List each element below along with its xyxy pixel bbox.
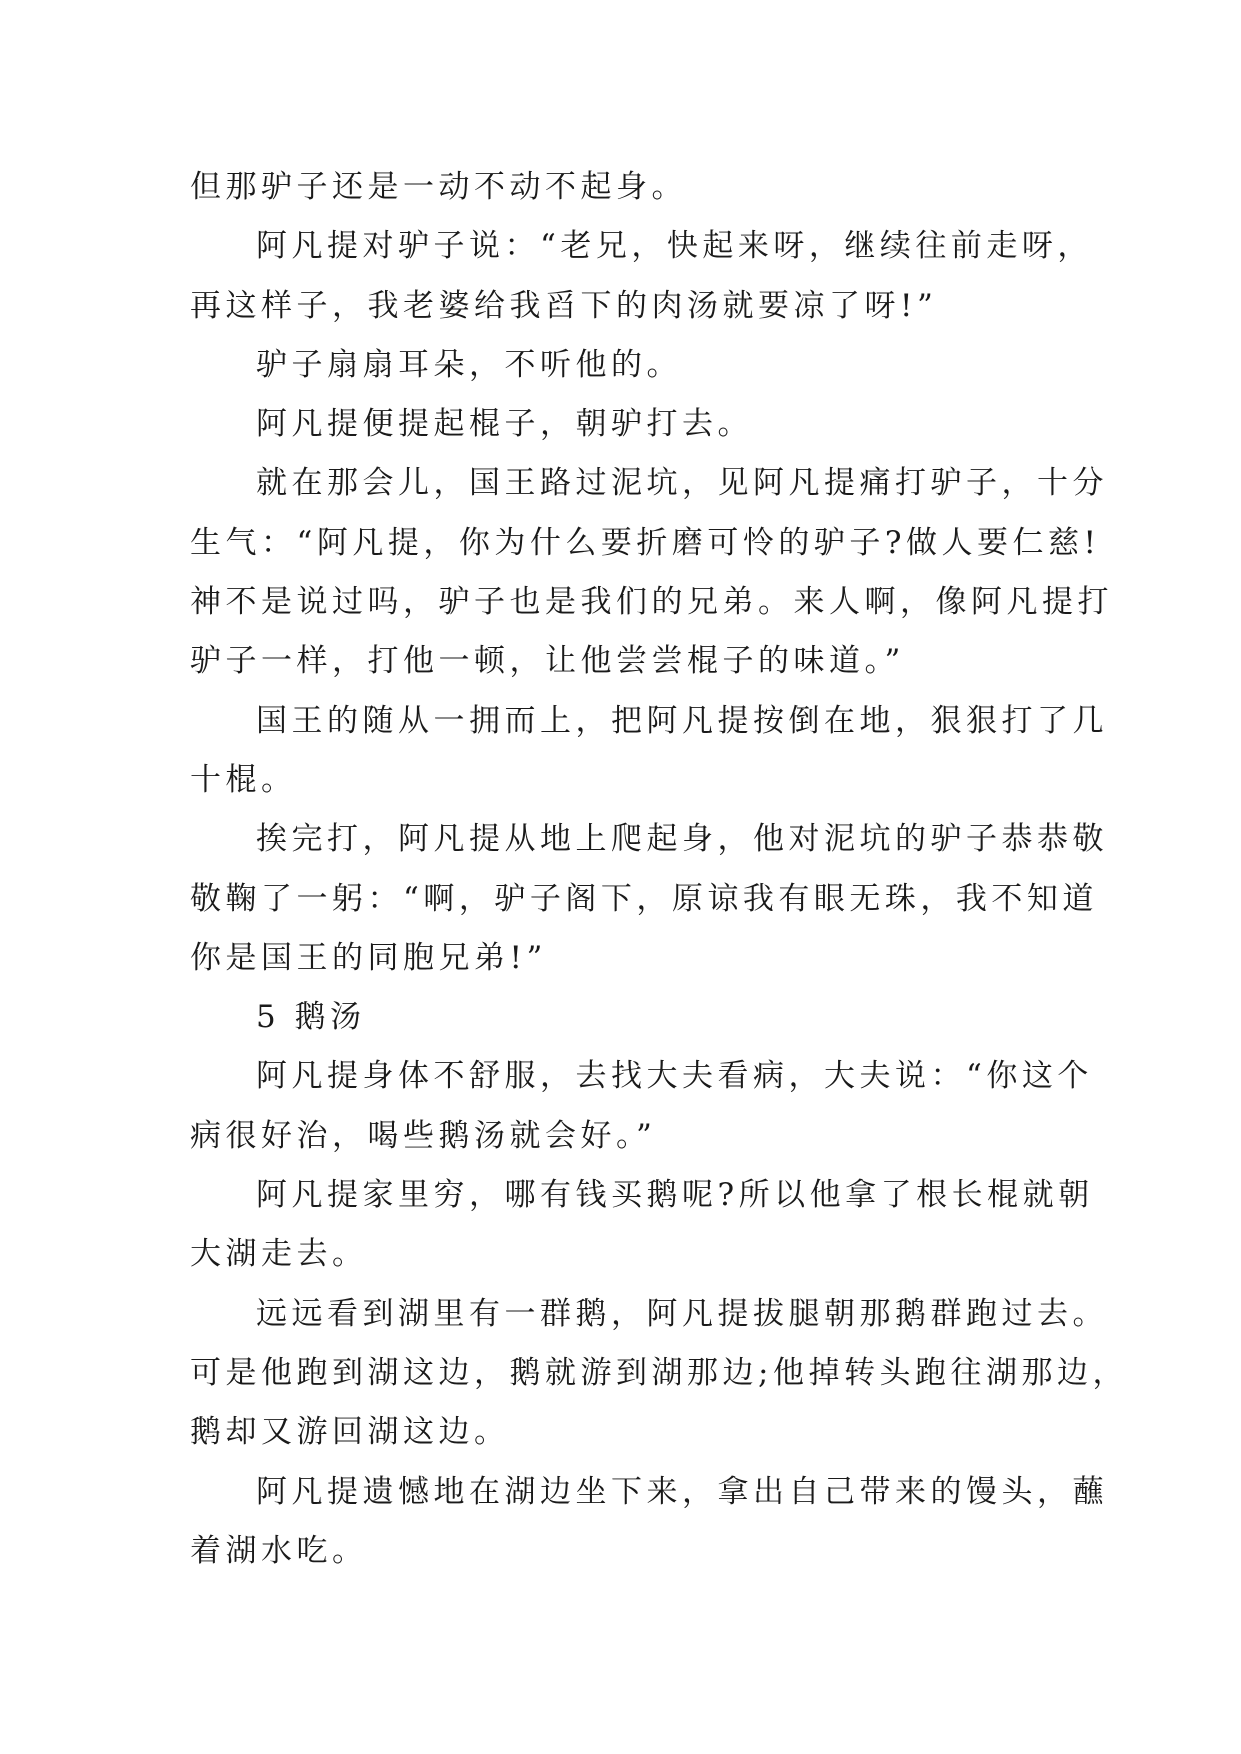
text-line: 阿凡提便提起棍子，朝驴打去。	[256, 406, 753, 443]
text-line: 着湖水吃。	[190, 1532, 368, 1569]
text-line: 你是国王的同胞兄弟!”	[190, 939, 547, 976]
text-line: 国王的随从一拥而上，把阿凡提按倒在地，狠狠打了几	[256, 702, 1108, 739]
text-line: 但那驴子还是一动不动不起身。	[190, 169, 687, 205]
text-line: 生气：“阿凡提，你为什么要折磨可怜的驴子?做人要仁慈!	[190, 524, 1101, 561]
text-line: 挨完打，阿凡提从地上爬起身，他对泥坑的驴子恭恭敬	[256, 821, 1108, 858]
text-line: 驴子扇扇耳朵，不听他的。	[256, 346, 682, 383]
section-heading: 5 鹅汤	[256, 999, 366, 1036]
text-line: 远远看到湖里有一群鹅，阿凡提拔腿朝那鹅群跑过去。	[256, 1295, 1108, 1332]
text-line: 阿凡提家里穷，哪有钱买鹅呢?所以他拿了根长棍就朝	[256, 1177, 1094, 1214]
text-line: 阿凡提身体不舒服，去找大夫看病，大夫说：“你这个	[256, 1058, 1093, 1095]
text-line: 阿凡提对驴子说：“老兄，快起来呀，继续往前走呀，	[256, 228, 1093, 265]
document-body	[190, 158, 1128, 1581]
text-line: 再这样子，我老婆给我舀下的肉汤就要凉了呀!”	[190, 287, 938, 324]
text-line: 可是他跑到湖这边，鹅就游到湖那边;他掉转头跑往湖那边，	[190, 1354, 1128, 1391]
text-line: 神不是说过吗，驴子也是我们的兄弟。来人啊，像阿凡提打	[190, 584, 1113, 621]
text-line: 阿凡提遗憾地在湖边坐下来，拿出自己带来的馒头，蘸	[256, 1473, 1108, 1510]
text-line: 病很好治，喝些鹅汤就会好。”	[190, 1117, 657, 1154]
text-line: 敬鞠了一躬：“啊，驴子阁下，原谅我有眼无珠，我不知道	[190, 880, 1098, 917]
text-line: 就在那会儿，国王路过泥坑，见阿凡提痛打驴子，十分	[256, 465, 1108, 502]
text-line: 驴子一样，打他一顿，让他尝尝棍子的味道。”	[190, 643, 905, 680]
text-line: 十棍。	[190, 761, 297, 798]
text-line: 鹅却又游回湖这边。	[190, 1414, 510, 1451]
text-line: 大湖走去。	[190, 1236, 368, 1273]
